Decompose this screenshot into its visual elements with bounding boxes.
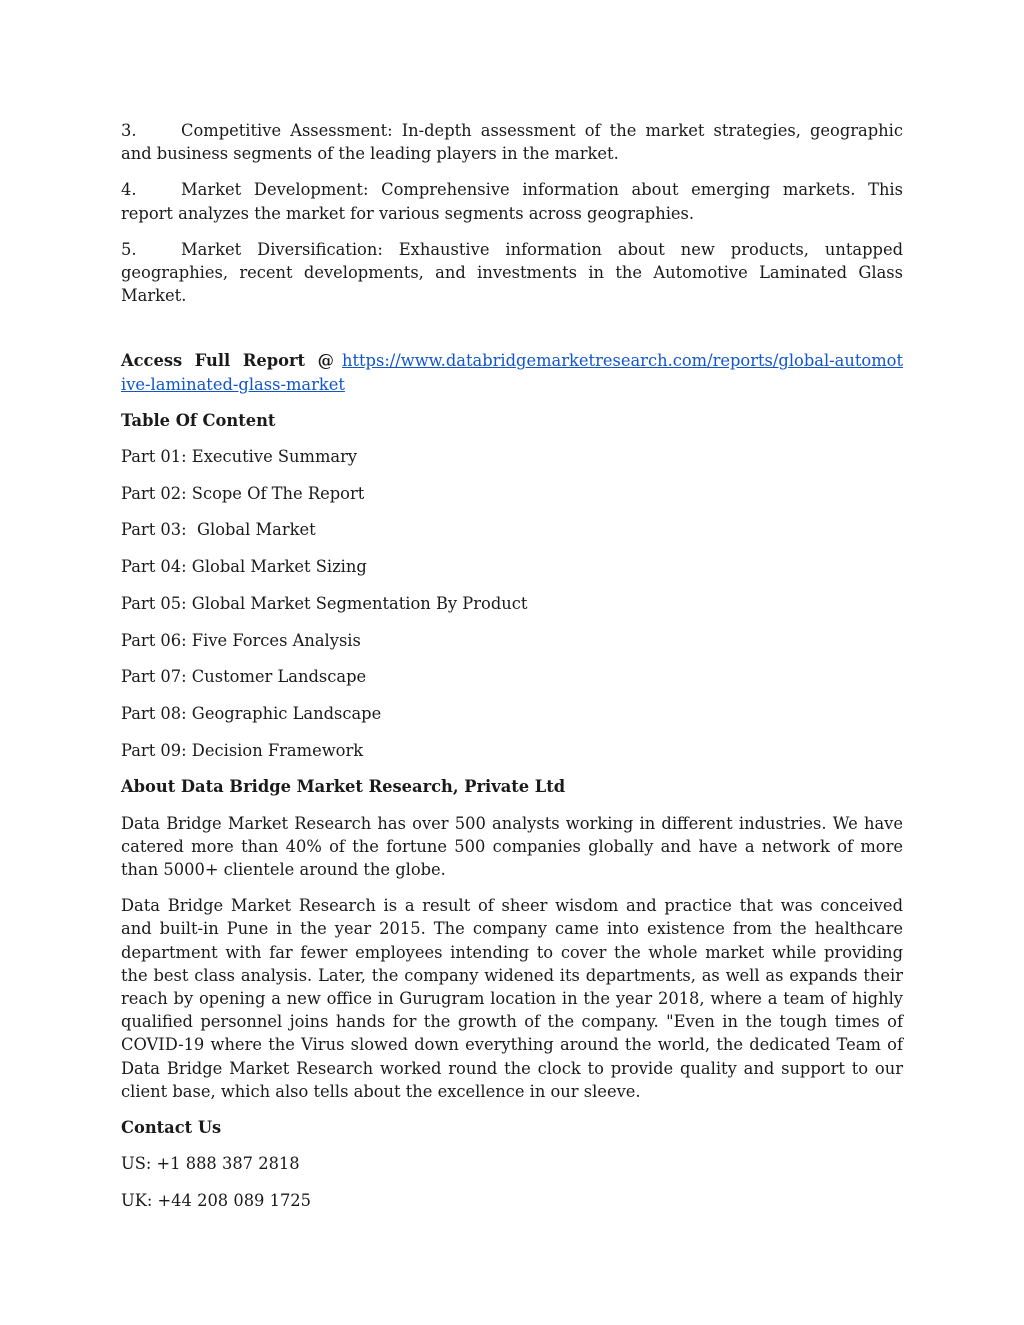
about-paragraph: Data Bridge Market Research has over 500 analysts working in different industries. We have catered more than 40% of the fortune 500 companies globally and have a network of more than 5000+ clientele around the globe. bbox=[121, 813, 903, 879]
toc-item: Part 01: Executive Summary bbox=[121, 447, 358, 467]
toc-item: Part 09: Decision Framework bbox=[121, 740, 364, 760]
contact-heading: Contact Us bbox=[121, 1118, 222, 1137]
numbered-point-5 bbox=[121, 238, 903, 308]
toc-item: Part 07: Customer Landscape bbox=[121, 667, 367, 687]
about-heading: About Data Bridge Market Research, Private Ltd bbox=[121, 777, 566, 797]
toc-item: Part 08: Geographic Landscape bbox=[121, 703, 382, 723]
toc-item: Part 02: Scope Of The Report bbox=[121, 483, 365, 503]
report-link[interactable]: https://www.databridgemarketresearch.com/reports/global-automotive-laminated-glass-market bbox=[121, 351, 903, 394]
point-text: Market Development: Comprehensive information about emerging markets. This report analyzes the market for various segments across geographies. bbox=[121, 180, 903, 223]
toc-item: Part 03: Global Market bbox=[121, 520, 316, 540]
point-text: Market Diversification: Exhaustive information about new products, untapped geographies, recent developments, and investments in the Automotive Laminated Glass Market. bbox=[121, 239, 903, 306]
access-label: Access Full Report @ bbox=[121, 351, 334, 371]
point-number: 5. bbox=[121, 239, 137, 259]
about-paragraph: Data Bridge Market Research is a result of sheer wisdom and practice that was conceived and built-in Pune in the year 2015. The company came into existence from the healthcare department with far fewer employees intending to cover the whole market while providing the best class analysis. Later, the company widened its departments, as well as expands their reach by opening a new office in Gurugram location in the year 2018, where a team of highly qualified personnel joins hands for the growth of the company. "Even in the tough times of COVID-19 where the Virus slowed down everything around the world, the dedicated Team of Data Bridge Market Research worked round the clock to provide quality and support to our client base, which also tells about the excellence in our sleeve. bbox=[121, 896, 903, 1101]
point-number: 3. bbox=[121, 121, 137, 140]
contact-us-phone: US: +1 888 387 2818 bbox=[121, 1154, 300, 1174]
point-number: 4. bbox=[121, 180, 137, 200]
access-full-report bbox=[121, 349, 903, 395]
document-page bbox=[121, 119, 903, 1226]
numbered-point-4 bbox=[121, 178, 903, 224]
toc-item: Part 06: Five Forces Analysis bbox=[121, 630, 361, 650]
point-text: Competitive Assessment: In-depth assessment of the market strategies, geographic and business segments of the leading players in the market. bbox=[121, 121, 903, 164]
toc-heading: Table Of Content bbox=[121, 410, 276, 430]
toc-item: Part 05: Global Market Segmentation By Product bbox=[121, 593, 528, 613]
numbered-point-3 bbox=[121, 119, 903, 165]
toc-item: Part 04: Global Market Sizing bbox=[121, 557, 367, 577]
contact-uk-phone: UK: +44 208 089 1725 bbox=[121, 1190, 312, 1210]
